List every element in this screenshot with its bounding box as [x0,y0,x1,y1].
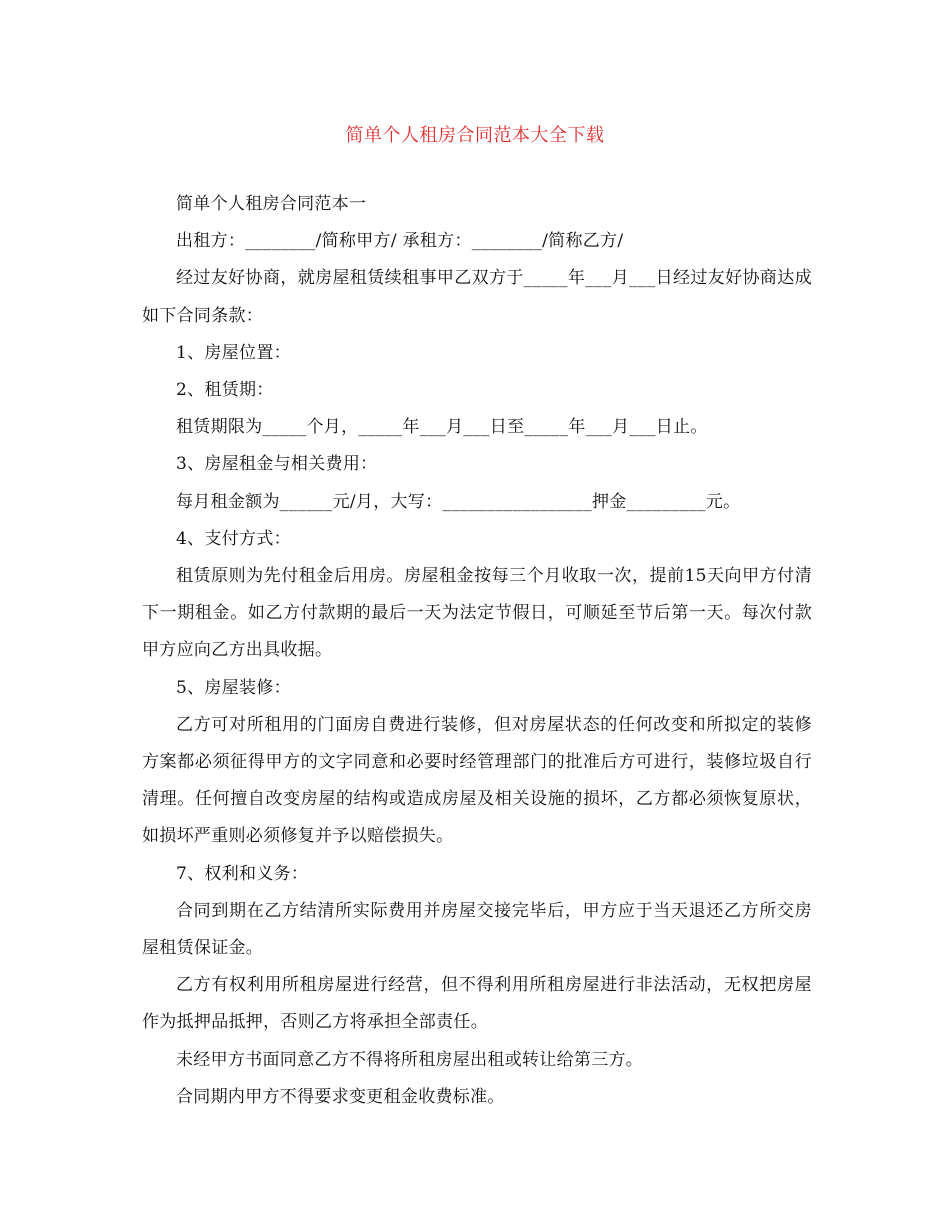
clause-heading-renovation: 5、房屋装修： [176,677,291,698]
clause-heading-payment: 4、支付方式： [176,528,291,549]
paragraph-payment: 租赁原则为先付租金后用房。房屋租金按每三个月收取一次，提前15天向甲方付清下一期租金。如乙方付款期的最后一天为法定节假日，可顺延至节后第一天。每次付款甲方应向乙方出具收据。 [142,566,812,661]
clause-heading-location: 1、房屋位置： [176,342,291,363]
paragraph-intro: 经过友好协商，就房屋租赁续租事甲乙双方于_____年___月___日经过友好协商达成如下合同条款： [142,268,812,326]
parties-line: 出租方：________/简称甲方/ 承租方：________/简称乙方/ [176,231,624,252]
paragraph-rights-4: 合同期内甲方不得要求变更租金收费标准。 [176,1086,505,1107]
clause-heading-rent: 3、房屋租金与相关费用： [176,454,378,475]
section-heading: 简单个人租房合同范本一 [176,194,367,214]
paragraph-rights-3: 未经甲方书面同意乙方不得将所租房屋出租或转让给第三方。 [176,1049,644,1070]
clause-heading-term: 2、租赁期： [176,380,274,401]
paragraph-renovation: 乙方可对所租用的门面房自费进行装修，但对房屋状态的任何改变和所拟定的装修方案都必须征得甲方的文字同意和必要时经管理部门的批准后方可进行，装修垃圾自行清理。任何擅自改变房屋的结构或造成房屋及相关设施的损坏，乙方都必须恢复原状，如损坏严重则必须修复并予以赔偿损失。 [142,714,812,847]
paragraph-rights-1: 合同到期在乙方结清所实际费用并房屋交接完毕后，甲方应于当天退还乙方所交房屋租赁保证金。 [142,900,812,959]
paragraph-term: 租赁期限为_____个月，_____年___月___日至_____年___月___日止。 [176,417,708,438]
paragraph-rent: 每月租金额为______元/月，大写：_________________押金_________元。 [176,491,741,512]
paragraph-rights-2: 乙方有权利用所租房屋进行经营，但不得利用所租房屋进行非法活动，无权把房屋作为抵押品抵押，否则乙方将承担全部责任。 [142,975,812,1033]
document-title: 简单个人租房合同范本大全下载 [345,125,605,146]
document-body [142,186,812,1116]
clause-heading-rights: 7、权利和义务： [176,863,309,884]
